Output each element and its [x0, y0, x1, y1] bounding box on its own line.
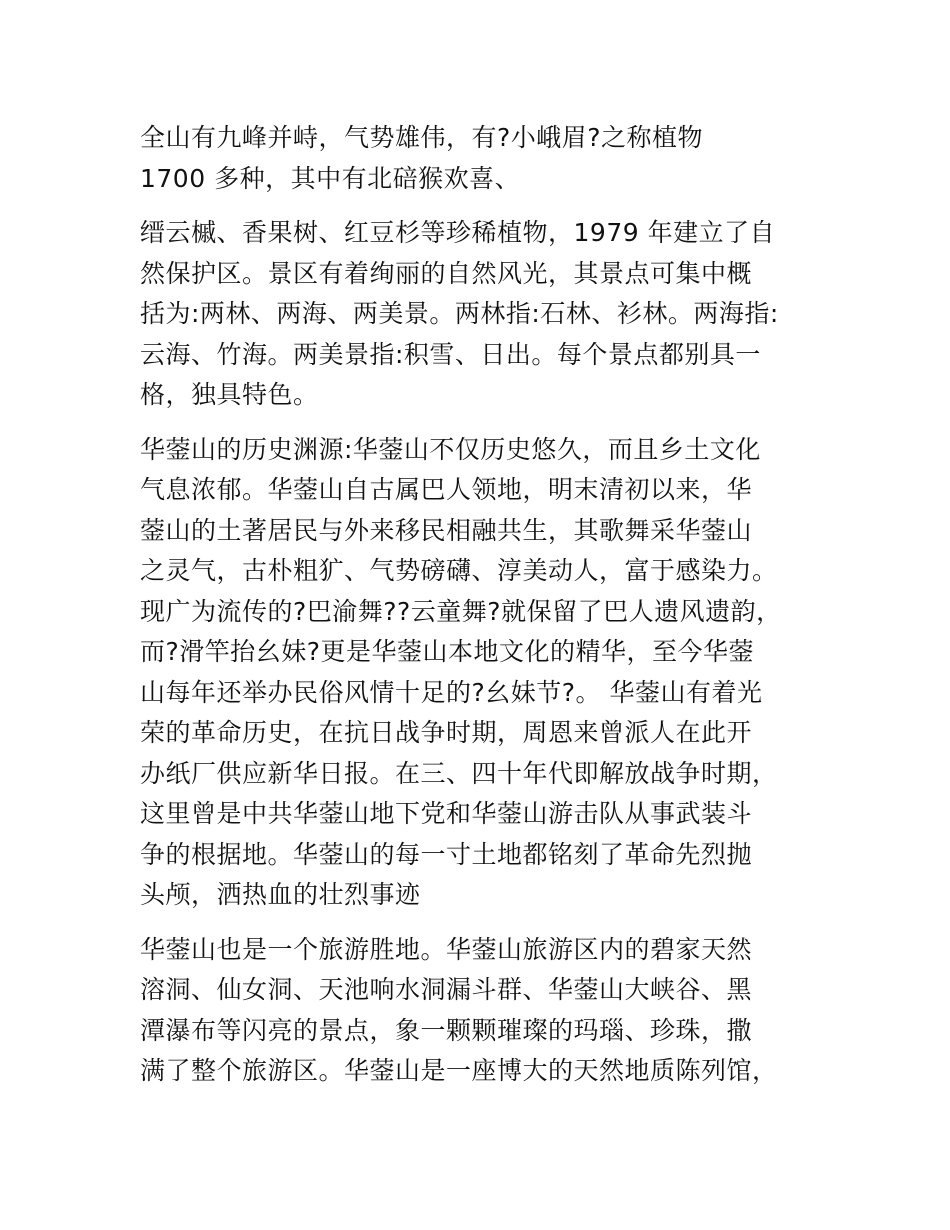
text-line: 气息浓郁。华蓥山自古属巴人领地，明末清初以来，华: [140, 475, 753, 504]
paragraph-2: [140, 213, 820, 416]
text-line: 潭瀑布等闪亮的景点，象一颗颗璀璨的玛瑙、珍珠，撒: [140, 1015, 753, 1045]
text-line: 1700 多种，其中有北碚猴欢喜、: [140, 163, 521, 193]
text-line: 头颅，洒热血的壮烈事迹: [140, 880, 421, 909]
text-line: 云海、竹海。两美景指:积雪、日出。每个景点都别具一: [140, 339, 761, 369]
text-line: 之灵气，古朴粗犷、气势磅礴、淳美动人，富于感染力。: [140, 556, 778, 585]
document-page: [140, 118, 820, 1092]
text-line: 满了整个旅游区。华蓥山是一座博大的天然地质陈列馆，: [140, 1056, 778, 1085]
text-line: 全山有九峰并峙，气势雄伟，有?小峨眉?之称植物: [140, 123, 704, 152]
text-line: 华蓥山的历史渊源:华蓥山不仅历史悠久，而且乡土文化: [140, 434, 761, 464]
text-line: 办纸厂供应新华日报。在三、四十年代即解放战争时期，: [140, 758, 778, 788]
text-line: 现广为流传的?巴渝舞??云童舞?就保留了巴人遗风遗韵，: [140, 596, 782, 626]
text-line: 山每年还举办民俗风情十足的?幺妹节?。 华蓥山有着光: [140, 677, 763, 707]
paragraph-1: [140, 118, 820, 199]
paragraph-4: [140, 930, 820, 1092]
text-line: 括为:两林、两海、两美景。两林指:石林、衫林。两海指:: [140, 299, 779, 328]
text-line: 蓥山的土著居民与外来移民相融共生，其歌舞采华蓥山: [140, 515, 753, 545]
text-line: 溶洞、仙女洞、天池响水洞漏斗群、华蓥山大峡谷、黑: [140, 975, 753, 1004]
text-line: 而?滑竿抬幺妹?更是华蓥山本地文化的精华，至今华蓥: [140, 637, 755, 666]
text-line: 华蓥山也是一个旅游胜地。华蓥山旅游区内的碧家天然: [140, 934, 753, 964]
text-line: 这里曾是中共华蓥山地下党和华蓥山游击队从事武装斗: [140, 799, 753, 828]
text-line: 格，独具特色。: [140, 380, 319, 409]
text-line: 荣的革命历史，在抗日战争时期，周恩来曾派人在此开: [140, 718, 753, 747]
text-line: 争的根据地。华蓥山的每一寸土地都铭刻了革命先烈抛: [140, 839, 753, 869]
text-line: 缙云槭、香果树、红豆杉等珍稀植物，1979 年建立了自: [140, 218, 776, 247]
text-line: 然保护区。景区有着绚丽的自然风光，其景点可集中概: [140, 258, 753, 288]
paragraph-3: [140, 430, 820, 916]
